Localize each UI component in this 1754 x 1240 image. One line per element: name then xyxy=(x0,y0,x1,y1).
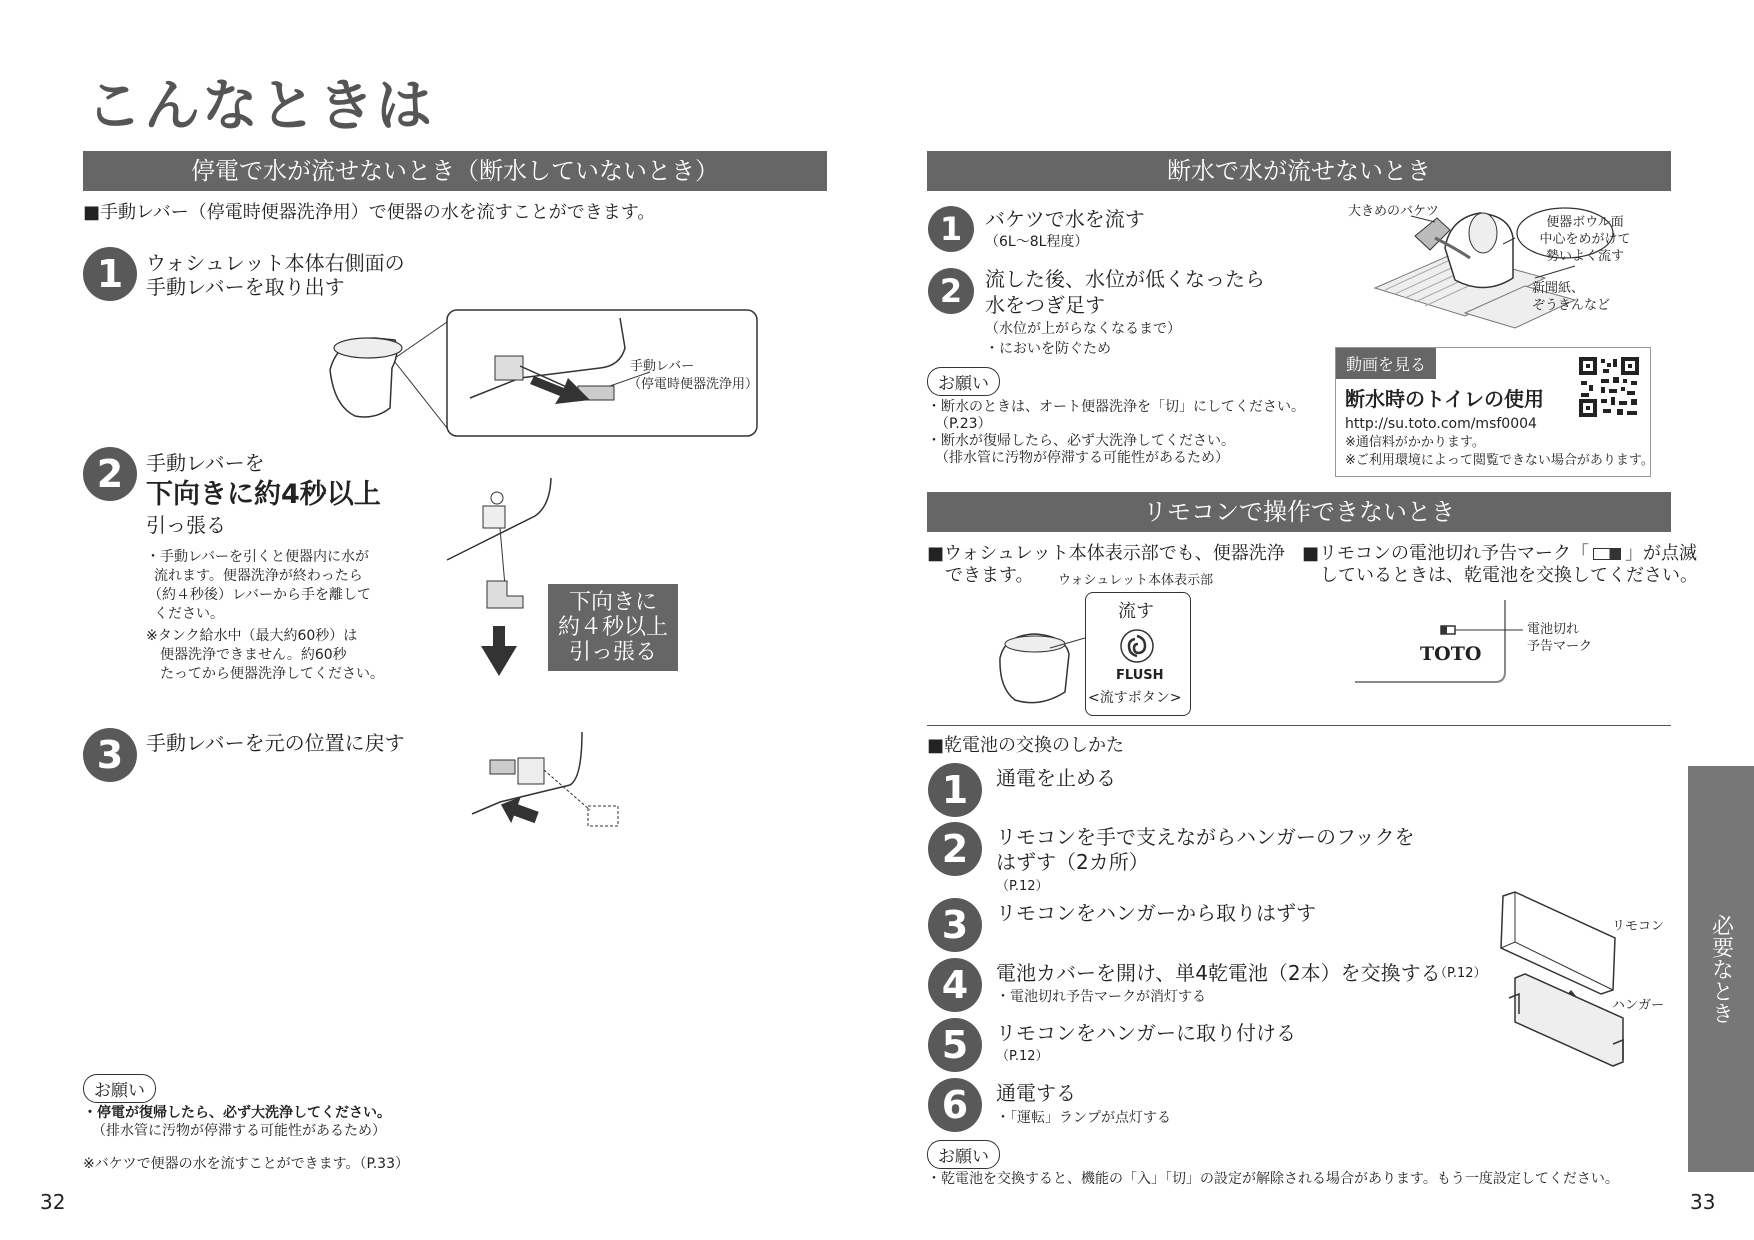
page-number-right: 33 xyxy=(1690,1190,1716,1214)
toilet-display-illustration xyxy=(995,630,1090,710)
b-step-4-number: 4 xyxy=(928,958,982,1012)
r-step-2-number: 2 xyxy=(928,268,974,314)
step-2-note-2: 流れます。便器洗浄が終わったら xyxy=(154,568,363,584)
toilet-lever-illustration xyxy=(320,308,762,438)
video-note-2: ※ご利用環境によって閲覧できない場合があります。 xyxy=(1345,453,1654,468)
step-2-emphasis: 下向きに約4秒以上 xyxy=(146,479,381,510)
onegai-label-right-1: お願い xyxy=(927,367,1000,396)
s2-left-line2: できます。 xyxy=(945,565,1034,586)
bubble-line-2: 中心をめがけて xyxy=(1539,232,1631,247)
b-step-4-ref: （P.12） xyxy=(1434,966,1487,981)
r-onegai-4: （排水管に汚物が停滞する可能性があるため） xyxy=(935,450,1229,466)
video-badge: 動画を見る xyxy=(1336,348,1436,379)
s2-right-line2: しているときは、乾電池を交換してください。 xyxy=(1320,565,1698,586)
step-1-number: 1 xyxy=(83,247,137,301)
s2-right-line1 xyxy=(1302,542,1697,566)
b-step-1-text: 通電を止める xyxy=(996,766,1116,790)
page-title: こんなときは xyxy=(86,74,434,139)
b-step-6-number: 6 xyxy=(928,1078,982,1132)
section-title-water-outage: 断水で水が流せないとき xyxy=(927,151,1671,191)
b-step-5-sub: （P.12） xyxy=(996,1049,1049,1064)
r-step-2-sub2: ・においを防ぐため xyxy=(985,341,1111,357)
pull-lever-illustration xyxy=(445,476,555,682)
bubble-line-1: 便器ボウル面 xyxy=(1546,215,1624,230)
step-2-number: 2 xyxy=(83,447,137,501)
remote-label: リモコン xyxy=(1612,919,1665,934)
s2-right-line1-a: ■リモコンの電池切れ予告マーク「 xyxy=(1302,543,1590,564)
left-onegai-line2: （排水管に汚物が停滞する可能性があるため） xyxy=(92,1123,386,1139)
step-2-line3: 引っ張る xyxy=(146,513,226,537)
r-onegai-2: （P.23） xyxy=(935,416,992,432)
pull-callout xyxy=(548,584,678,671)
r-step-2-text1: 流した後、水位が低くなったら xyxy=(985,267,1265,291)
onegai-label-right-2: お願い xyxy=(927,1140,1000,1169)
step-1-line1: ウォシュレット本体右側面の xyxy=(146,251,405,275)
step-2-note-3: （約４秒後）レバーから手を離して xyxy=(148,587,372,603)
video-title: 断水時のトイレの使用 xyxy=(1345,387,1544,411)
b-step-4-text: 電池カバーを開け、単4乾電池（2本）を交換する xyxy=(996,961,1441,985)
step-2-note-5: ※タンク給水中（最大約60秒）は xyxy=(146,628,358,644)
intro-text: ■手動レバー（停電時便器洗浄用）で便器の水を流すことができます。 xyxy=(83,202,656,223)
b-step-5-number: 5 xyxy=(928,1018,982,1072)
b-step-1-number: 1 xyxy=(928,763,982,817)
qr-code-icon[interactable] xyxy=(1577,355,1641,419)
bottom-note: ・乾電池を交換すると、機能の「入」「切」の設定が解除される場合があります。もう一度設定してください。 xyxy=(927,1171,1619,1187)
divider xyxy=(927,725,1671,726)
battery-mark-label xyxy=(1527,621,1592,655)
b-step-2-number: 2 xyxy=(928,822,982,876)
b-step-4-sub: ・電池切れ予告マークが消灯する xyxy=(996,989,1206,1005)
lever-label-sub: （停電時便器洗浄用） xyxy=(628,377,759,392)
left-onegai-line1: ・停電が復帰したら、必ず大洗浄してください。 xyxy=(83,1105,391,1121)
newspaper-label xyxy=(1532,280,1610,314)
b-step-2-sub: （P.12） xyxy=(996,879,1049,894)
r-step-2-sub1: （水位が上がらなくなるまで） xyxy=(985,321,1181,337)
step-2-note-4: ください。 xyxy=(154,606,224,622)
section-title-power-outage: 停電で水が流せないとき（断水していないとき） xyxy=(83,151,827,191)
bucket-note: ※バケツで便器の水を流すことができます。（P.33） xyxy=(83,1156,409,1172)
newspaper-line-1: 新聞紙、 xyxy=(1532,281,1585,296)
side-tab[interactable]: 必要なとき xyxy=(1688,766,1754,1172)
flush-button-label: <流すボタン> xyxy=(1088,690,1182,706)
callout-line-1: 下向きに xyxy=(568,590,657,615)
step-2-note-7: たってから便器洗浄してください。 xyxy=(160,666,384,682)
callout-line-3: 引っ張る xyxy=(568,640,657,665)
bubble-line-3: 勢いよく流す xyxy=(1545,249,1624,264)
onegai-label-left: お願い xyxy=(83,1074,156,1103)
bucket-label: 大きめのバケツ xyxy=(1348,204,1439,219)
b-step-6-text: 通電する xyxy=(996,1081,1076,1105)
return-lever-illustration xyxy=(470,730,630,840)
section-title-remote: リモコンで操作できないとき xyxy=(927,492,1671,532)
step-3-line1: 手動レバーを元の位置に戻す xyxy=(146,731,405,755)
battery-label-line-2: 予告マーク xyxy=(1527,639,1593,654)
flush-jp-label: 流す xyxy=(1118,601,1154,622)
battery-mark-icon xyxy=(1593,548,1621,560)
video-note-1: ※通信料がかかります。 xyxy=(1345,435,1485,450)
hanger-label: ハンガー xyxy=(1612,998,1665,1013)
lever-label: 手動レバー xyxy=(630,359,695,374)
r-step-1-text: バケツで水を流す xyxy=(985,207,1145,231)
remote-hanger-illustration xyxy=(1495,890,1625,1070)
battery-heading: ■乾電池の交換のしかた xyxy=(927,735,1125,756)
b-step-6-sub: ・「運転」ランプが点灯する xyxy=(996,1110,1171,1126)
video-url[interactable]: http://su.toto.com/msf0004 xyxy=(1345,416,1537,432)
r-step-1-sub: （6L～8L程度） xyxy=(985,234,1089,250)
b-step-5-text: リモコンをハンガーに取り付ける xyxy=(996,1021,1296,1045)
r-onegai-3: ・断水が復帰したら、必ず大洗浄してください。 xyxy=(927,433,1235,449)
b-step-3-number: 3 xyxy=(928,898,982,952)
flush-en-label: FLUSH xyxy=(1116,668,1164,683)
callout-line-2: 約４秒以上 xyxy=(557,615,668,640)
toto-logo: TOTO xyxy=(1420,643,1482,665)
battery-label-line-1: 電池切れ xyxy=(1527,622,1580,637)
r-onegai-1: ・断水のときは、オート便器洗浄を「切」にしてください。 xyxy=(927,399,1305,415)
r-step-1-number: 1 xyxy=(928,206,974,252)
newspaper-line-2: ぞうきんなど xyxy=(1532,298,1611,313)
display-label: ウォシュレット本体表示部 xyxy=(1058,573,1214,588)
bubble-text xyxy=(1530,214,1640,265)
b-step-2-text2: はずす（2カ所） xyxy=(996,850,1149,874)
s2-left-line1: ■ウォシュレット本体表示部でも、便器洗浄 xyxy=(927,543,1285,564)
b-step-2-text: リモコンを手で支えながらハンガーのフックを xyxy=(996,825,1415,849)
flush-swirl-icon[interactable] xyxy=(1119,628,1155,664)
b-step-3-text: リモコンをハンガーから取りはずす xyxy=(996,901,1316,925)
page-number-left: 32 xyxy=(40,1190,66,1214)
s2-right-line1-b: 」が点滅 xyxy=(1625,543,1698,564)
r-step-2-text2: 水をつぎ足す xyxy=(985,293,1105,317)
step-1-line2: 手動レバーを取り出す xyxy=(146,275,345,299)
step-2-note-6: 便器洗浄できません。約60秒 xyxy=(160,647,347,663)
step-3-number: 3 xyxy=(83,728,137,782)
step-2-note-1: ・手動レバーを引くと便器内に水が xyxy=(146,549,370,565)
step-2-line1: 手動レバーを xyxy=(146,451,265,475)
